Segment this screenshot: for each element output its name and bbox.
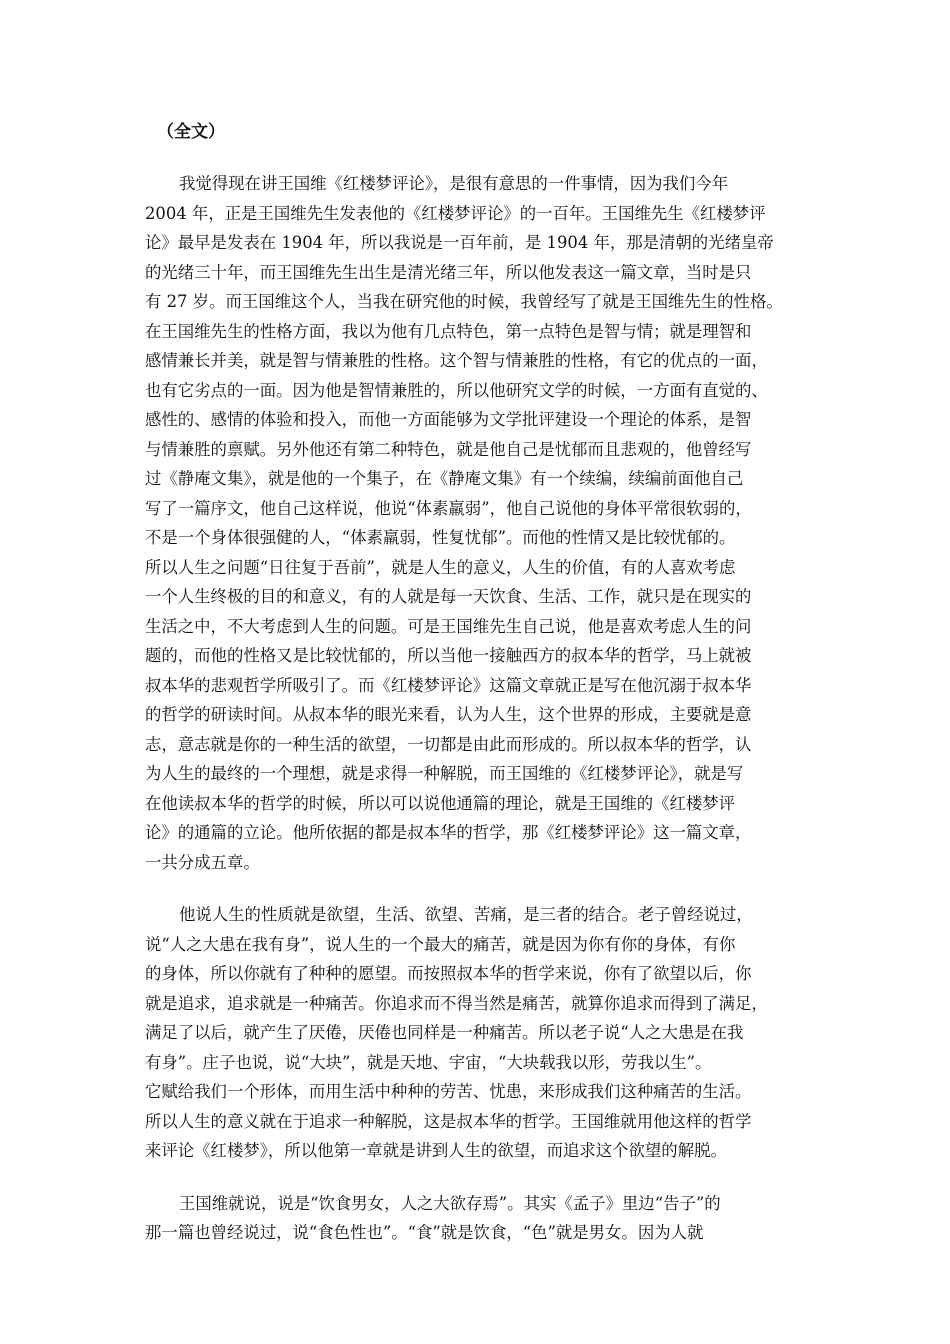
text-line: 2004 年，正是王国维先生发表他的《红楼梦评论》的一百年。王国维先生《红楼梦评: [145, 203, 766, 223]
body-text: [145, 169, 805, 1248]
paragraph: [145, 1189, 805, 1248]
text-line: 满足了以后，就产生了厌倦，厌倦也同样是一种痛苦。所以老子说“人之大患是在我: [145, 1023, 744, 1042]
text-line: 的哲学的研读时间。从叔本华的眼光来看，认为人生，这个世界的形成，主要就是意: [145, 705, 752, 724]
text-line: 在王国维先生的性格方面，我以为他有几点特色，第一点特色是智与情；就是理智和: [145, 321, 752, 341]
text-line: 感性的、感情的体验和投入，而他一方面能够为文学批评建设一个理论的体系，是智: [145, 410, 752, 429]
text-line: 题的，而他的性格又是比较忧郁的，所以当他一接触西方的叔本华的哲学，马上就被: [145, 646, 752, 665]
text-line: 说“人之大患在我有身”，说人生的一个最大的痛苦，就是因为你有你的身体，有你: [145, 934, 736, 954]
section-heading: （全文）: [157, 122, 225, 142]
text-line: 王国维就说，说是“饮食男女，人之大欲存焉”。其实《孟子》里边“告子”的: [179, 1193, 721, 1213]
text-line: 有身”。庄子也说，说“大块”，就是天地、宇宙，“大块载我以形，劳我以生”。: [145, 1052, 712, 1072]
text-line: 不是一个身体很强健的人，“体素羸弱，性复忧郁”。而他的性情又是比较忧郁的。: [145, 528, 736, 547]
paragraph: [145, 169, 805, 877]
document-page: [145, 118, 805, 1271]
text-line: 所以人生之问题“日往复于吾前”，就是人生的意义，人生的价值，有的人喜欢考虑: [145, 557, 736, 577]
text-line: 也有它劣点的一面。因为他是智情兼胜的，所以他研究文学的时候，一方面有直觉的、: [145, 380, 768, 400]
text-line: 感情兼长并美，就是智与情兼胜的性格。这个智与情兼胜的性格，有它的优点的一面，: [145, 351, 768, 370]
text-line: 它赋给我们一个形体，而用生活中种种的劳苦、忧患，来形成我们这种痛苦的生活。: [145, 1082, 752, 1101]
text-line: 过《静庵文集》，就是他的一个集子，在《静庵文集》有一个续编，续编前面他自己: [145, 469, 744, 488]
text-line: 一个人生终极的目的和意义，有的人就是每一天饮食、生活、工作，就只是在现实的: [145, 587, 752, 606]
text-line: 生活之中，不大考虑到人生的问题。可是王国维先生自己说，他是喜欢考虑人生的问: [145, 616, 752, 636]
text-line: 论》最早是发表在 1904 年，所以我说是一百年前，是 1904 年，那是清朝的光绪皇帝: [145, 233, 774, 252]
paragraph: [145, 900, 805, 1166]
text-line: 所以人生的意义就在于追求一种解脱，这是叔本华的哲学。王国维就用他这样的哲学: [145, 1111, 752, 1131]
text-line: 与情兼胜的禀赋。另外他还有第二种特色，就是他自己是忧郁而且悲观的，他曾经写: [145, 439, 752, 459]
text-line: 写了一篇序文，他自己这样说，他说“体素羸弱”，他自己说他的身体平常很软弱的，: [145, 498, 752, 518]
text-line: 他说人生的性质就是欲望，生活、欲望、苦痛，是三者的结合。老子曾经说过，: [179, 905, 753, 924]
text-line: 的身体，所以你就有了种种的愿望。而按照叔本华的哲学来说，你有了欲望以后，你: [145, 964, 752, 983]
text-line: 为人生的最终的一个理想，就是求得一种解脱，而王国维的《红楼梦评论》，就是写: [145, 764, 744, 783]
text-line: 就是追求，追求就是一种痛苦。你追求而不得当然是痛苦，就算你追求而得到了满足，: [145, 993, 768, 1013]
text-line: 论》的通篇的立论。他所依据的都是叔本华的哲学，那《红楼梦评论》这一篇文章，: [145, 823, 752, 842]
text-line: 一共分成五章。: [145, 852, 260, 872]
text-line: 有 27 岁。而王国维这个人，当我在研究他的时候，我曾经写了就是王国维先生的性格。: [145, 292, 783, 311]
text-line: 那一篇也曾经说过，说“食色性也”。“食”就是饮食，“色”就是男女。因为人就: [145, 1223, 704, 1242]
text-line: 叔本华的悲观哲学所吸引了。而《红楼梦评论》这篇文章就正是写在他沉溺于叔本华: [145, 675, 752, 695]
text-line: 我觉得现在讲王国维《红楼梦评论》，是很有意思的一件事情，因为我们今年: [179, 174, 729, 193]
text-line: 在他读叔本华的哲学的时候，所以可以说他通篇的理论，就是王国维的《红楼梦评: [145, 793, 736, 813]
text-line: 志，意志就是你的一种生活的欲望，一切都是由此而形成的。所以叔本华的哲学，认: [145, 734, 752, 754]
text-line: 来评论《红楼梦》，所以他第一章就是讲到人生的欲望，而追求这个欲望的解脱。: [145, 1141, 727, 1160]
text-line: 的光绪三十年，而王国维先生出生是清光绪三年，所以他发表这一篇文章，当时是只: [145, 262, 752, 282]
